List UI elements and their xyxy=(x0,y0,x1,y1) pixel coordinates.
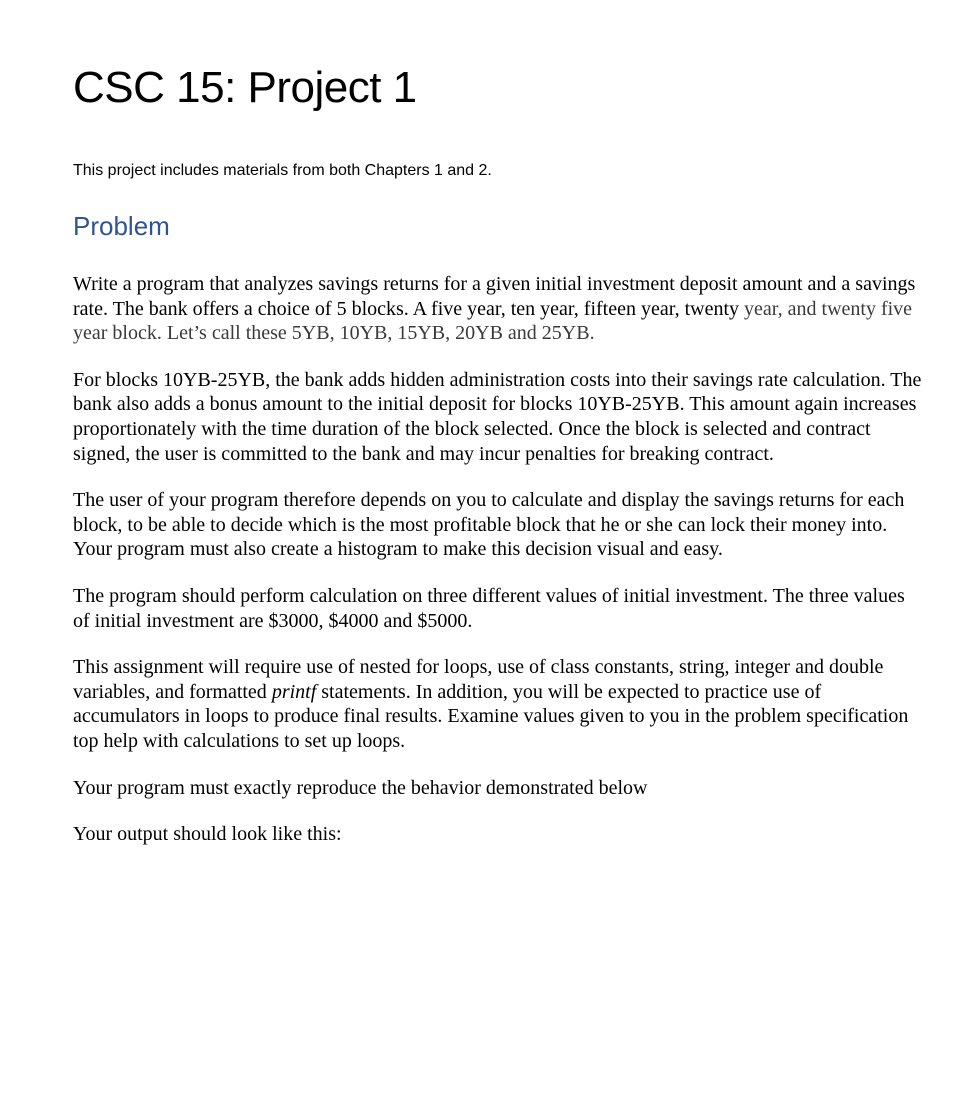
paragraph-blocks-overview-part2: year, and twenty five year block. Let’s call these 5YB, 10YB, 15YB, 20YB and 25YB. xyxy=(73,297,913,345)
printf-keyword: printf xyxy=(271,680,317,703)
paragraph-blocks-overview xyxy=(73,272,923,346)
paragraph-reproduce-behavior: Your program must exactly reproduce the behavior demonstrated below xyxy=(73,776,648,799)
document-title: CSC 15: Project 1 xyxy=(73,63,417,112)
paragraph-blocks-overview-part1: Write a program that analyzes savings returns for a given initial investment deposit amount and a savings rate. The bank offers a choice of 5 blocks. A five year, ten year, fifteen year, twenty xyxy=(73,273,916,320)
paragraph-requirements-part1: This assignment will require use of nested for loops, use of class constants, string, integer and double variables, and formatted xyxy=(73,656,884,703)
intro-text: This project includes materials from both Chapters 1 and 2. xyxy=(73,162,492,179)
paragraph-user-depends: The user of your program therefore depends on you to calculate and display the savings returns for each block, to be able to decide which is the most profitable block that he or she can lock their money into. Your program must also create a histogram to make this decision visual and easy. xyxy=(73,489,905,561)
section-heading-problem: Problem xyxy=(73,211,170,241)
paragraph-output-intro: Your output should look like this: xyxy=(73,823,342,846)
paragraph-requirements xyxy=(73,655,923,753)
paragraph-requirements-part2: statements. In addition, you will be expected to practice use of accumulators in loops to produce final results. Examine values given to you in the problem specification top help with calculations to set up loops. xyxy=(73,680,909,752)
paragraph-initial-investments: The program should perform calculation on three different values of initial investment. The three values of initial investment are $3000, $4000 and $5000. xyxy=(73,584,905,632)
paragraph-hidden-costs: For blocks 10YB-25YB, the bank adds hidden administration costs into their savings rate calculation. The bank also adds a bonus amount to the initial deposit for blocks 10YB-25YB. This amount again increases proportionately with the time duration of the block selected. Once the block is selected and contract signed, the user is committed to the bank and may incur penalties for breaking contract. xyxy=(73,368,922,465)
